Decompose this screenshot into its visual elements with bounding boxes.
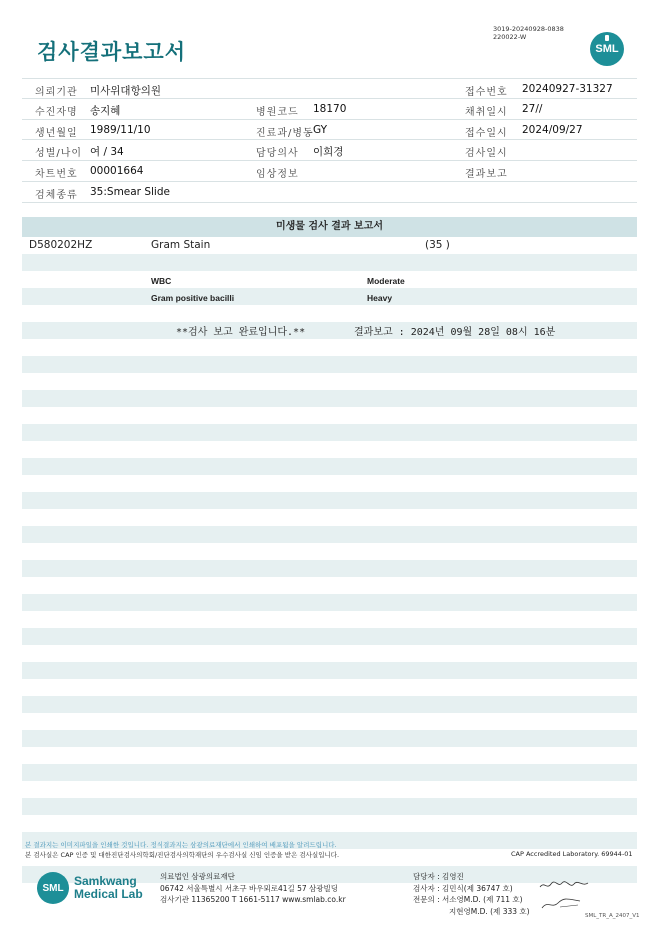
background-stripe <box>22 458 637 475</box>
lab-contact: 검사기관 11365200 T 1661-5117 www.smlab.co.kr <box>160 895 346 904</box>
label-result-report: 결과보고 <box>465 169 508 181</box>
footer-brand <box>37 872 143 904</box>
label-patient-name: 수진자명 <box>35 106 78 118</box>
lab-name: 의료법인 삼광의료재단 <box>160 872 235 881</box>
patient-info-table <box>22 78 637 203</box>
background-stripe <box>22 526 637 543</box>
value-hospital-code: 18170 <box>313 102 347 115</box>
info-row <box>22 99 637 120</box>
info-row <box>22 78 637 99</box>
test-count: (35 ) <box>425 239 450 251</box>
tester-signature <box>538 878 590 892</box>
test-name: Gram Stain <box>151 239 211 251</box>
label-birth-date: 생년월일 <box>35 127 78 139</box>
label-requesting-clinic: 의뢰기관 <box>35 87 78 98</box>
info-row <box>22 161 637 182</box>
value-birth-date: 1989/11/10 <box>90 123 151 136</box>
result-value-gram-positive-bacilli: Heavy <box>367 293 393 303</box>
value-receipt-date: 2024/09/27 <box>522 123 583 136</box>
brand-name-line1: Samkwang <box>74 874 137 888</box>
background-stripe <box>22 560 637 577</box>
value-sex-age: 여 / 34 <box>90 146 124 159</box>
background-stripe <box>22 390 637 407</box>
label-chart-number: 차트번호 <box>35 169 78 181</box>
value-collection-date: 27// <box>522 102 543 115</box>
staff-block <box>413 871 530 917</box>
label-doctor: 담당의사 <box>256 148 299 160</box>
accreditation-notice: 본 검사실은 CAP 인증 및 대한진단검사의학회/진단검사의학재단의 우수검사실 신임 인증을 받은 검사실입니다. <box>25 851 340 859</box>
background-stripe <box>22 356 637 373</box>
result-name-gram-positive-bacilli: Gram positive bacilli <box>151 293 235 303</box>
staff-specialist-2: 지현영M.D. (제 333 호) <box>449 906 530 916</box>
background-stripe <box>22 696 637 713</box>
info-row <box>22 120 637 141</box>
label-collection-date: 채취일시 <box>465 106 508 118</box>
value-doctor: 이희경 <box>313 146 344 159</box>
background-stripe <box>22 254 637 271</box>
background-stripe <box>22 662 637 679</box>
document-id <box>493 25 564 41</box>
staff-tester: 검사자 : 김민식(제 36747 호) <box>413 883 513 893</box>
background-stripe <box>22 730 637 747</box>
staff-specialist-1: 전문의 : 서소영M.D. (제 711 호) <box>413 895 523 904</box>
lab-address-block <box>160 871 346 906</box>
background-stripe <box>22 764 637 781</box>
background-stripe <box>22 628 637 645</box>
label-test-date: 검사일시 <box>465 148 508 160</box>
background-stripe <box>22 594 637 611</box>
background-stripe <box>22 492 637 509</box>
cap-accreditation: CAP Accredited Laboratory. 69944-01 <box>511 850 633 858</box>
background-stripe <box>22 798 637 815</box>
value-specimen-type: 35:Smear Slide <box>90 185 170 198</box>
result-value-wbc: Moderate <box>367 276 405 286</box>
report-title: 검사결과보고서 <box>37 40 187 64</box>
background-stripe <box>22 424 637 441</box>
background-stripe <box>22 288 637 305</box>
staff-manager: 담당자 : 김영진 <box>413 872 464 881</box>
label-sex-age: 성별/나이 <box>35 148 83 160</box>
specialist-signature <box>540 896 582 912</box>
sml-logo: SML <box>590 32 624 66</box>
document-id-line2: 220022-W <box>493 33 527 41</box>
value-department: GY <box>313 123 328 136</box>
label-clinical-info: 임상정보 <box>256 169 299 181</box>
value-chart-number: 00001664 <box>90 165 144 178</box>
label-department: 진료과/병동 <box>256 127 314 139</box>
test-code: D580202HZ <box>29 239 93 251</box>
brand-name-line2: Medical Lab <box>74 887 143 901</box>
label-hospital-code: 병원코드 <box>256 106 299 118</box>
report-section-heading: 미생물 검사 결과 보고서 <box>22 217 637 237</box>
lab-address: 06742 서울특별시 서초구 바우뫼로41길 57 삼광빌딩 <box>160 883 339 893</box>
label-receipt-date: 접수일시 <box>465 127 508 139</box>
report-complete-message: **검사 보고 완료입니다.** <box>176 327 306 338</box>
info-row <box>22 140 637 161</box>
document-id-line1: 3019-20240928-0838 <box>493 25 564 33</box>
brand-name <box>74 875 143 901</box>
image-print-notice: 본 결과지는 이미지파일을 인쇄한 것입니다. 정식결과지는 삼광의료재단에서 인쇄하여 배포됨을 알려드립니다. <box>25 841 337 849</box>
report-timestamp: 결과보고 : 2024년 09월 28일 08시 16분 <box>354 327 556 338</box>
form-number: SML_TR_A_2407_V1 <box>585 913 640 919</box>
result-name-wbc: WBC <box>151 276 172 286</box>
sml-footer-logo-icon: SML <box>37 872 69 904</box>
value-patient-name: 송지혜 <box>90 104 121 117</box>
label-specimen-type: 검체종류 <box>35 189 78 201</box>
label-receipt-number: 접수번호 <box>465 87 508 98</box>
value-receipt-number: 20240927-31327 <box>522 83 613 95</box>
info-row <box>22 182 637 203</box>
value-requesting-clinic: 미사위대항의원 <box>90 85 162 97</box>
